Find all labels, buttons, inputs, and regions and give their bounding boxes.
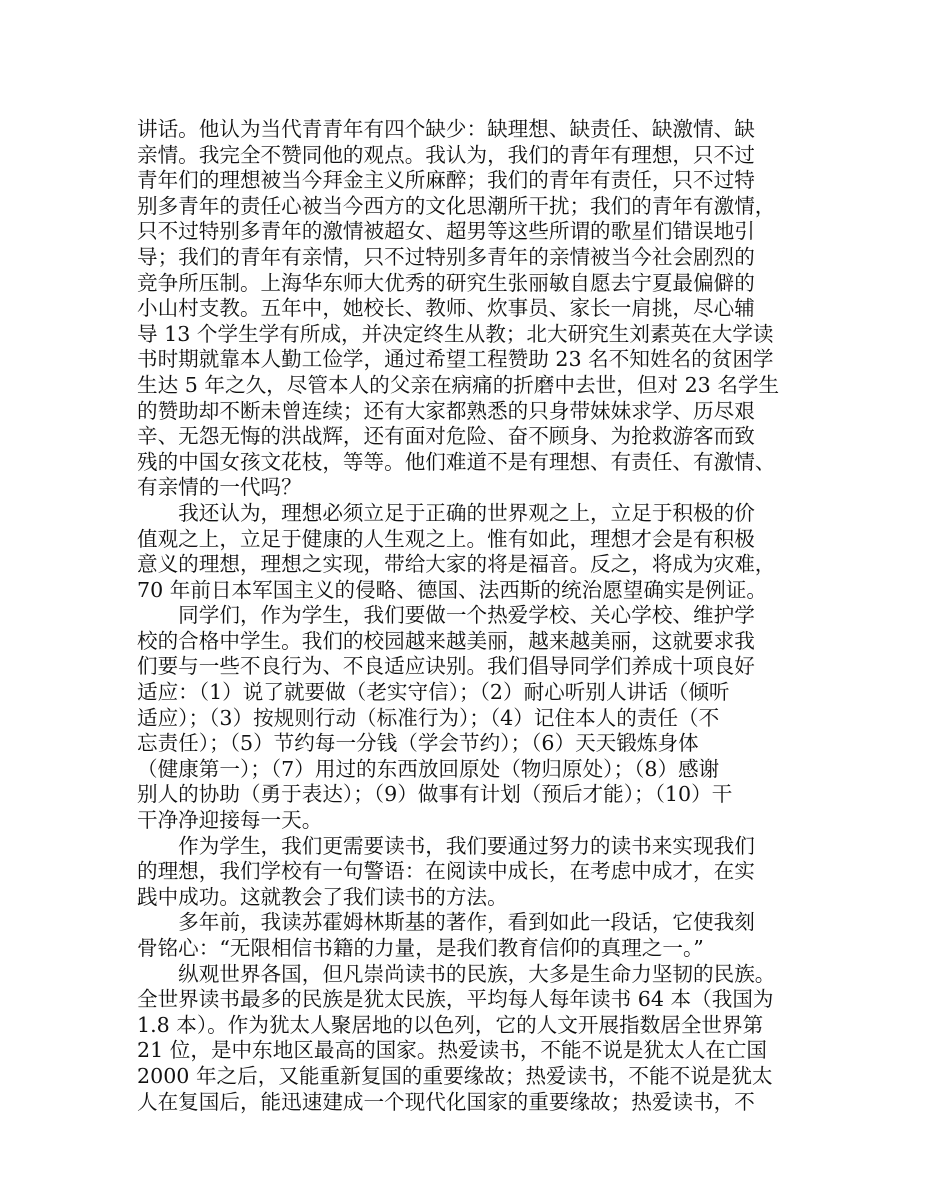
text-line: 只不过特别多青年的激情被超女、超男等这些所谓的歌星们错误地引: [137, 219, 755, 244]
text-line: 竞争所压制。上海华东师大优秀的研究生张丽敏自愿去宁夏最偏僻的: [137, 270, 755, 295]
text-line: 人在复国后，能迅速建成一个现代化国家的重要缘故；热爱读书，不: [137, 1089, 755, 1114]
text-line: 21 位，是中东地区最高的国家。热爱读书，不能不说是犹太人在亡国: [137, 1038, 767, 1063]
text-line: 践中成功。这就教会了我们读书的方法。: [137, 884, 508, 909]
text-line: 书时期就靠本人勤工俭学，通过希望工程赞助 23 名不知姓名的贫困学: [137, 347, 774, 372]
text-line: 全世界读书最多的民族是犹太民族，平均每人每年读书 64 本（我国为: [137, 987, 774, 1012]
text-line: 导；我们的青年有亲情，只不过特别多青年的亲情被当今社会剧烈的: [137, 244, 755, 269]
text-line: 纵观世界各国，但凡崇尚读书的民族，大多是生命力坚韧的民族。: [137, 961, 776, 986]
text-line: 生达 5 年之久，尽管本人的父亲在病痛的折磨中去世，但对 23 名学生: [137, 372, 780, 397]
text-line: 2000 年之后，又能重新复国的重要缘故；热爱读书，不能不说是犹太: [137, 1063, 773, 1088]
text-line: 亲情。我完全不赞同他的观点。我认为，我们的青年有理想，只不过: [137, 142, 755, 167]
body-text: [137, 117, 827, 1115]
text-line: 我还认为，理想必须立足于正确的世界观之上，立足于积极的价: [137, 500, 755, 525]
text-line: 辛、无怨无悔的洪战辉，还有面对危险、奋不顾身、为抢救游客而致: [137, 424, 755, 449]
text-line: 适应）；（3）按规则行动（标准行为）；（4）记住本人的责任（不: [137, 705, 720, 730]
text-line: （健康第一）；（7）用过的东西放回原处（物归原处）；（8）感谢: [137, 756, 720, 781]
text-line: 们要与一些不良行为、不良适应诀别。我们倡导同学们养成十项良好: [137, 654, 755, 679]
text-line: 忘责任）；（5）节约每一分钱（学会节约）；（6）天天锻炼身体: [137, 731, 699, 756]
text-line: 有亲情的一代吗？: [137, 475, 302, 500]
text-line: 多年前，我读苏霍姆林斯基的著作，看到如此一段话，它使我刻: [137, 910, 755, 935]
text-line: 导 13 个学生学有所成，并决定终生从教；北大研究生刘素英在大学读: [137, 321, 774, 346]
text-line: 校的合格中学生。我们的校园越来越美丽，越来越美丽，这就要求我: [137, 628, 755, 653]
text-line: 别人的协助（勇于表达）；（9）做事有计划（预后才能）；（10）干: [137, 782, 733, 807]
text-line: 讲话。他认为当代青青年有四个缺少：缺理想、缺责任、缺激情、缺: [137, 117, 755, 141]
text-line: 作为学生，我们更需要读书，我们要通过努力的读书来实现我们: [137, 833, 755, 858]
text-line: 残的中国女孩文花枝，等等。他们难道不是有理想、有责任、有激情、: [137, 449, 776, 474]
text-line: 青年们的理想被当今拜金主义所麻醉；我们的青年有责任，只不过特: [137, 168, 755, 193]
text-line: 的赞助却不断未曾连续；还有大家都熟悉的只身带妹妹求学、历尽艰: [137, 398, 755, 423]
text-line: 意义的理想，理想之实现，带给大家的将是福音。反之，将成为灾难，: [137, 552, 776, 577]
text-line: 别多青年的责任心被当今西方的文化思潮所干扰；我们的青年有激情，: [137, 193, 776, 218]
text-line: 适应：（1）说了就要做（老实守信）；（2）耐心听别人讲话（倾听: [137, 680, 730, 705]
text-line: 同学们，作为学生，我们要做一个热爱学校、关心学校、维护学: [137, 603, 755, 628]
text-line: 干净净迎接每一天。: [137, 808, 323, 833]
text-line: 值观之上，立足于健康的人生观之上。惟有如此，理想才会是有积极: [137, 526, 755, 551]
text-line: 骨铭心：“无限相信书籍的力量，是我们教育信仰的真理之一。”: [137, 936, 704, 960]
text-line: 小山村支教。五年中，她校长、教师、炊事员、家长一肩挑，尽心辅: [137, 296, 755, 321]
text-line: 70 年前日本军国主义的侵略、德国、法西斯的统治愿望确实是例证。: [137, 577, 767, 602]
text-line: 的理想，我们学校有一句警语：在阅读中成长，在考虑中成才，在实: [137, 859, 755, 884]
text-line: 1.8 本）。作为犹太人聚居地的以色列，它的人文开展指数居全世界第: [137, 1012, 764, 1037]
